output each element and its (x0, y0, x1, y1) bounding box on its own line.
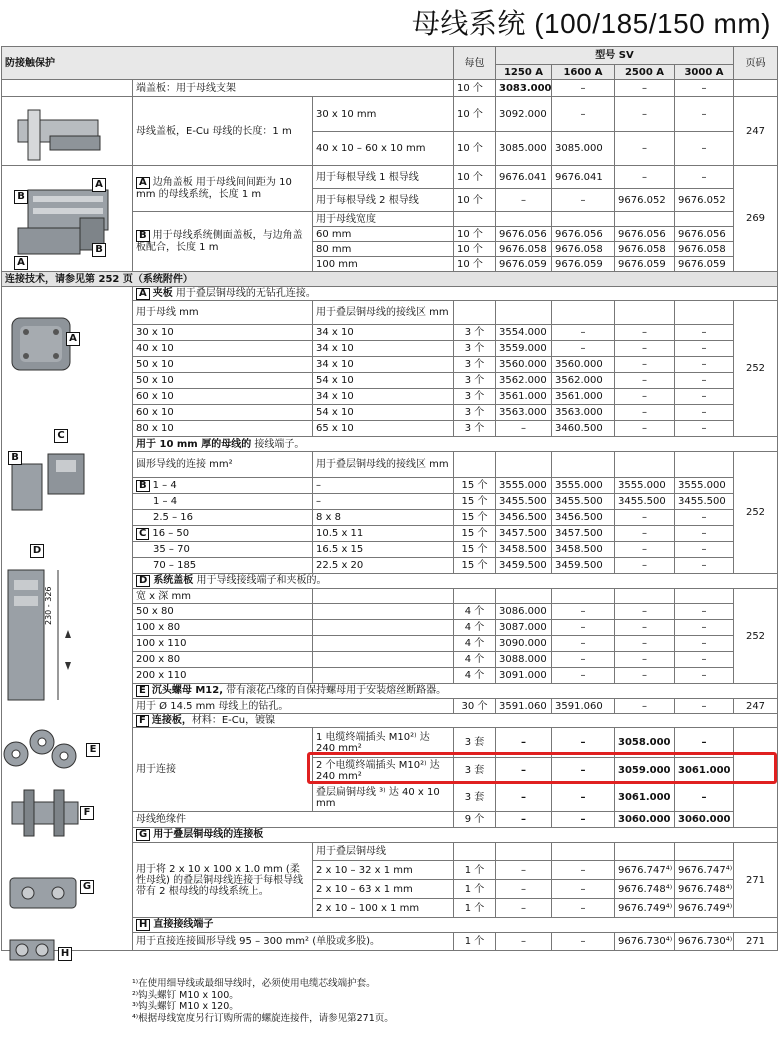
model-cell: – (675, 97, 734, 132)
model-cell: – (615, 132, 675, 166)
table-row: 80 mm 10 个 9676.058 9676.058 9676.058 9676.058 (2, 242, 778, 257)
footnote: ²⁾钩头螺钉 M10 x 100。 (132, 989, 239, 1001)
table-row: 100 x 110 4 个 3090.000 – – – (2, 636, 778, 652)
label-h: H (58, 947, 72, 961)
plate-image (4, 784, 88, 848)
table-row: 200 x 110 4 个 3091.000 – – – (2, 668, 778, 684)
table-row: 用于将 2 x 10 x 100 x 1.0 mm (柔性母线) 的叠层铜母线连接于每根导线带有 2 根母线的母线系统上。 用于叠层铜母线 271 (2, 843, 778, 861)
model-cell: 9676.052 (675, 189, 734, 212)
table-row (2, 166, 778, 189)
label-c: C (54, 429, 68, 443)
table-row: 2 x 10 – 100 x 1 mm 1 个 – – 9676.749⁴⁾ 9676.749⁴⁾ (2, 899, 778, 918)
table-row: C 16 – 50 10.5 x 11 15 个 3457.500 3457.500 – – (2, 526, 778, 542)
amp-header: 1250 A (496, 65, 552, 80)
label-a: A (14, 256, 28, 270)
table-row: 用于 Ø 14.5 mm 母线上的钻孔。 30 个 3591.060 3591.060 – – 247 (2, 699, 778, 714)
table-row: 70 – 185 22.5 x 20 15 个 3459.500 3459.500 – – (2, 558, 778, 574)
direct-terminal-image (4, 930, 64, 970)
table-row: 100 x 80 4 个 3087.000 – – – (2, 620, 778, 636)
table-row: 2 x 10 – 63 x 1 mm 1 个 – – 9676.748⁴⁾ 9676.748⁴⁾ (2, 880, 778, 899)
amp-header: 1600 A (552, 65, 615, 80)
label-b: B (92, 243, 106, 257)
footnotes (132, 978, 394, 1024)
model-cell: 9676.041 (552, 166, 615, 189)
label-b: B (8, 451, 22, 465)
pack-cell: 10 个 (454, 80, 496, 97)
page-ref: 247 (734, 699, 778, 714)
product-table-wrap (1, 46, 777, 951)
model-cell: 3092.000 (496, 97, 552, 132)
label-f: F (80, 806, 94, 820)
table-row: H 直接接线端子 (2, 918, 778, 933)
table-row: G 用于叠层铜母线的连接板 (2, 828, 778, 843)
header-pack: 每包 (454, 47, 496, 80)
end-cover-label: 端盖板：用于母线支架 (133, 80, 454, 97)
dimension-label: 230 - 326 (44, 586, 53, 625)
desc-cell: 用于每根导线 2 根导线 (313, 189, 454, 212)
model-cell: 3083.000 (496, 80, 552, 97)
table-row: 40 x 10 34 x 10 3 个 3559.000 – – – (2, 341, 778, 357)
model-cell: – (496, 189, 552, 212)
model-cell: 3085.000 (552, 132, 615, 166)
model-cell: – (552, 97, 615, 132)
product-table (1, 46, 778, 951)
footnote: ³⁾钩头螺钉 M10 x 120。 (132, 1001, 239, 1012)
table-row: F 连接板，材料：E-Cu，镀镍 (2, 714, 778, 728)
table-row: 50 x 80 4 个 3086.000 – – – (2, 604, 778, 620)
table-row: D 系统盖板 用于导线接线端子和夹板的。 (2, 574, 778, 589)
table-row: B 1 – 4 – 15 个 3555.000 3555.000 3555.000 3555.000 (2, 478, 778, 494)
table-row: 1 – 4 – 15 个 3455.500 3455.500 3455.500 3455.500 (2, 494, 778, 510)
pack-cell: 10 个 (454, 189, 496, 212)
header-page: 页码 (734, 47, 778, 80)
table-row: 200 x 80 4 个 3088.000 – – – (2, 652, 778, 668)
pack-cell: 10 个 (454, 97, 496, 132)
highlight-box (307, 752, 777, 784)
model-cell: – (552, 189, 615, 212)
size-cell: 30 x 10 mm (313, 97, 454, 132)
table-row: 2.5 – 16 8 x 8 15 个 3456.500 3456.500 – – (2, 510, 778, 526)
table-row: 60 x 10 54 x 10 3 个 3563.000 3563.000 – – (2, 405, 778, 421)
page-ref: 247 (734, 97, 778, 166)
label-a: A (92, 178, 106, 192)
table-row: 圆形导线的连接 mm² 用于叠层铜母线的接线区 mm 252 (2, 452, 778, 478)
pack-cell: 10 个 (454, 132, 496, 166)
model-cell: – (675, 132, 734, 166)
amp-header: 2500 A (615, 65, 675, 80)
pack-cell: 10 个 (454, 166, 496, 189)
system-cover-image (6, 560, 86, 710)
model-cell: – (675, 80, 734, 97)
model-cell: 9676.041 (496, 166, 552, 189)
table-row: E 沉头螺母 M12, 带有滚花凸缘的自保持螺母用于安装熔丝断路器。 (2, 684, 778, 699)
model-cell: – (552, 80, 615, 97)
page-ref: 271 (734, 933, 778, 951)
table-row: 100 mm 10 个 9676.059 9676.059 9676.059 9676.059 (2, 257, 778, 272)
page-ref: 252 (734, 452, 778, 574)
table-row: 60 x 10 34 x 10 3 个 3561.000 3561.000 – – (2, 389, 778, 405)
table-row: 宽 x 深 mm 252 (2, 589, 778, 604)
side-cover-label: B 用于母线系统侧面盖板，与边角盖板配合，长度 1 m (133, 212, 313, 272)
table-row: 50 x 10 34 x 10 3 个 3560.000 3560.000 – – (2, 357, 778, 373)
table-row: 用于母线 mm 用于叠层铜母线的接线区 mm 252 (2, 301, 778, 325)
label-a: A (66, 332, 80, 346)
label-b: B (14, 190, 28, 204)
footnote: ⁴⁾根据母线宽度另行订购所需的螺旋连接件，请参见第271页。 (132, 1012, 394, 1024)
table-row (2, 97, 778, 132)
header-model: 型号 SV (496, 47, 734, 65)
table-row: 用于直接连接圆形导线 95 – 300 mm² (单股或多股)。 1 个 – – 9676.730⁴⁾ 9676.730⁴⁾ 271 (2, 933, 778, 951)
desc-cell: 用于每根导线 1 根导线 (313, 166, 454, 189)
label-g: G (80, 880, 94, 894)
busbar-cover-image (10, 106, 110, 166)
model-cell: – (615, 80, 675, 97)
page-ref: 252 (734, 589, 778, 684)
busbar-cover-label: 母线盖板，E-Cu 母线的长度：1 m (133, 97, 313, 166)
model-cell: – (615, 166, 675, 189)
width-label: 用于母线宽度 (313, 212, 454, 227)
table-row: 60 mm 10 个 9676.056 9676.056 9676.056 9676.056 (2, 227, 778, 242)
page-ref: 269 (734, 166, 778, 272)
table-row: 2 x 10 – 32 x 1 mm 1 个 – – 9676.747⁴⁾ 9676.747⁴⁾ (2, 861, 778, 880)
table-row: 35 – 70 16.5 x 15 15 个 3458.500 3458.500 – – (2, 542, 778, 558)
corner-cover-label: A 边角盖板 用于母线间间距为 10 mm 的母线系统，长度 1 m (133, 166, 313, 212)
model-cell: 9676.052 (615, 189, 675, 212)
size-cell: 40 x 10 – 60 x 10 mm (313, 132, 454, 166)
table-row: 2 个电缆终端插头 M10²⁾ 达 240 mm² 3 套 – – 3059.000 3061.000 (2, 758, 778, 784)
table-row: 80 x 10 65 x 10 3 个 – 3460.500 – – (2, 421, 778, 437)
table-row: 叠层扁铜母线 ³⁾ 达 40 x 10 mm 3 套 – – 3061.000 – (2, 784, 778, 812)
table-row (2, 80, 778, 97)
table-row: 30 x 10 34 x 10 3 个 3554.000 – – – (2, 325, 778, 341)
table-row: 用于连接 1 电缆终端插头 M10²⁾ 达 240 mm² 3 套 – – 3058.000 – (2, 728, 778, 758)
amp-header: 3000 A (675, 65, 734, 80)
model-cell: – (615, 97, 675, 132)
table-row: 母线绝缘件 9 个 – – 3060.000 3060.000 (2, 812, 778, 828)
table-row: 用于 10 mm 厚的母线的 接线端子。 (2, 437, 778, 452)
label-e: E (86, 743, 100, 757)
table-row: 50 x 10 54 x 10 3 个 3562.000 3562.000 – – (2, 373, 778, 389)
page-title: 母线系统 (100/185/150 mm) (411, 8, 771, 39)
section-header: 连接技术，请参见第 252 页（系统附件） (2, 272, 778, 287)
table-row: A 夹板 用于叠层铜母线的无钻孔连接。 (2, 287, 778, 301)
footnote: ¹⁾在使用细导线或最细导线时，必须使用电缆芯线端护套。 (132, 978, 376, 989)
model-cell: – (675, 166, 734, 189)
page-ref: 271 (734, 843, 778, 918)
header-name: 防接触保护 (2, 47, 454, 80)
label-d: D (30, 544, 44, 558)
page-ref: 252 (734, 301, 778, 437)
laminated-plate-image (4, 866, 86, 920)
nut-image (2, 728, 86, 774)
model-cell: 3085.000 (496, 132, 552, 166)
